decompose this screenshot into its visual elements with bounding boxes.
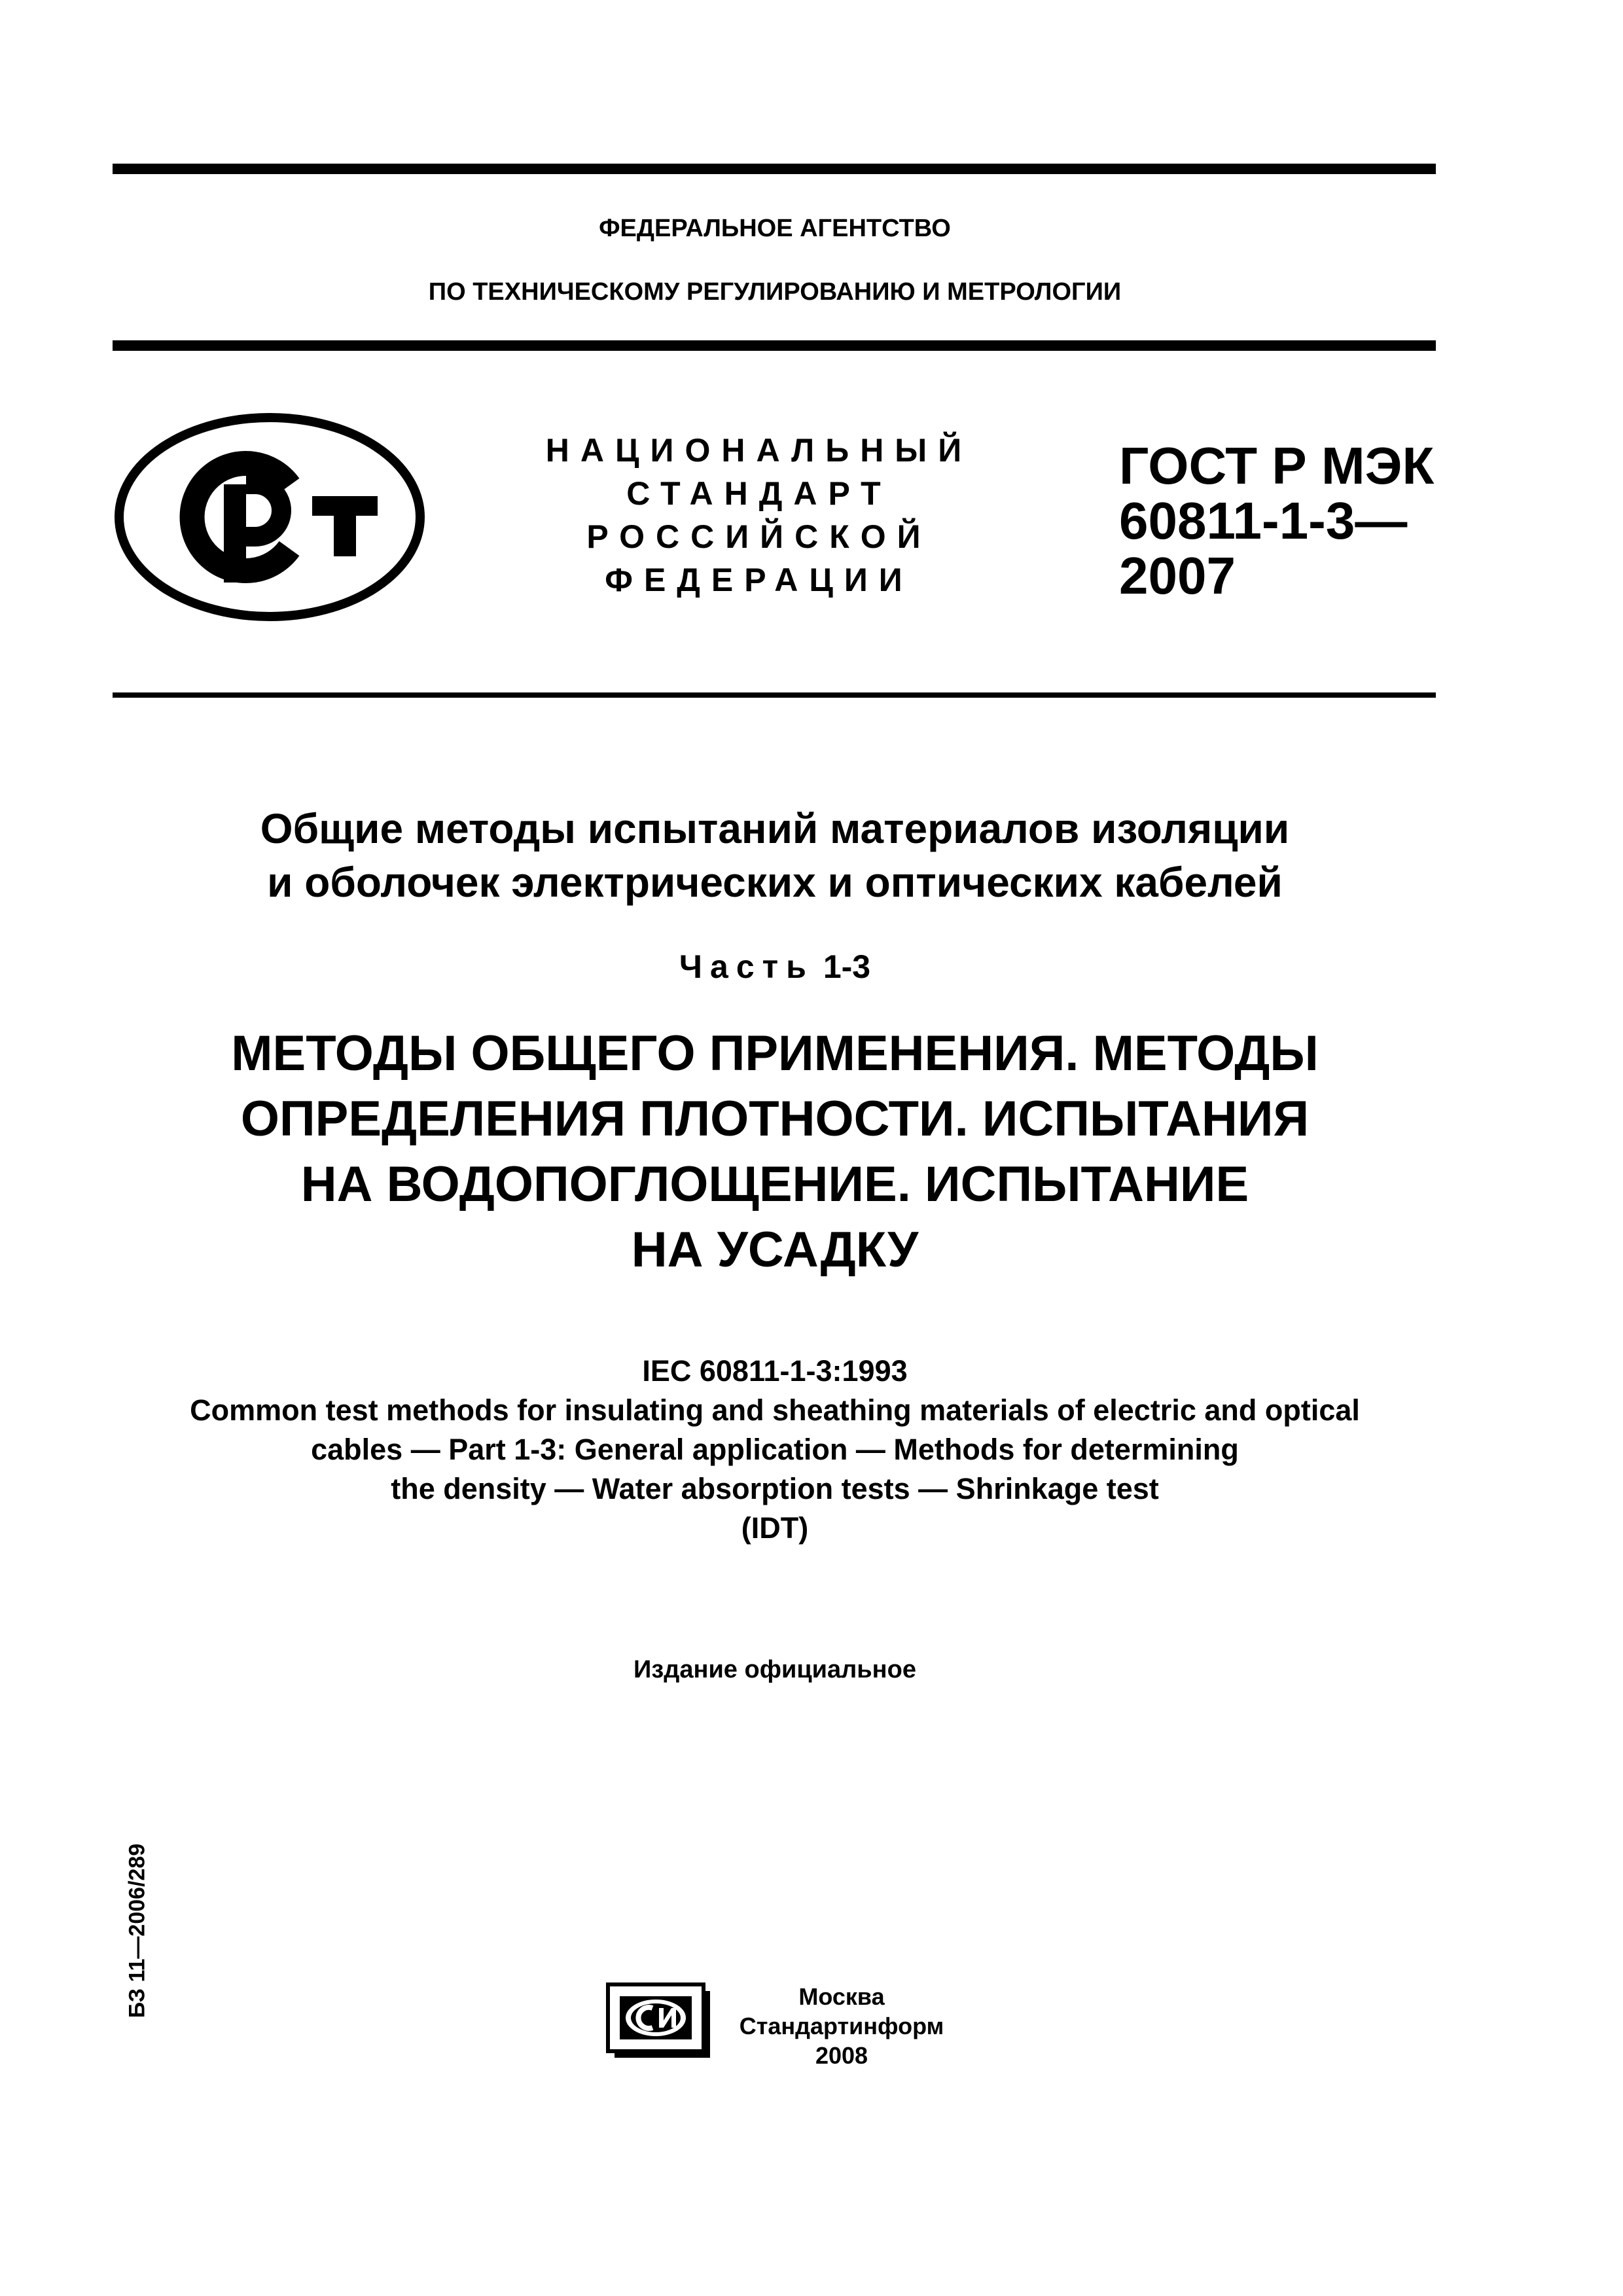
bz-code: БЗ 11—2006/289 [124,1843,150,2018]
publisher-city: Москва [798,1983,885,2010]
standartinform-logo-icon [605,1982,714,2062]
standard-designation [1119,439,1434,603]
part-word: Часть [679,948,814,985]
designation-line-1: ГОСТ Р МЭК [1119,437,1435,495]
general-title [0,802,1550,909]
main-title-line-4: НА УСАДКУ [631,1222,919,1278]
national-standard-line-4: ФЕДЕРАЦИИ [605,562,914,598]
main-title [0,1021,1550,1283]
official-edition-label: Издание официальное [633,1656,916,1683]
agency-line-1: ФЕДЕРАЛЬНОЕ АГЕНТСТВО [599,215,951,242]
iec-idt: (IDT) [741,1511,809,1545]
iec-title-line-2: cables — Part 1-3: General application — Methods for determining [311,1433,1239,1466]
general-title-line-1: Общие методы испытаний материалов изоляции [260,805,1290,852]
main-title-line-1: МЕТОДЫ ОБЩЕГО ПРИМЕНЕНИЯ. МЕТОДЫ [231,1026,1319,1081]
part-label [0,948,1550,986]
main-title-line-3: НА ВОДОПОГЛОЩЕНИЕ. ИСПЫТАНИЕ [300,1157,1249,1212]
publisher-name: Стандартинформ [739,2013,944,2039]
designation-line-2: 60811-1-3— [1119,492,1408,550]
publication-year: 2008 [815,2042,868,2069]
top-rule [113,164,1436,174]
iec-reference-block [0,1352,1550,1548]
national-standard-line-1: НАЦИОНАЛЬНЫЙ [545,432,973,469]
iec-title-line-3: the density — Water absorption tests — Shrinkage test [391,1472,1159,1505]
title-rule [113,692,1436,698]
part-number: 1-3 [823,948,871,985]
gost-r-certification-logo-icon [113,412,427,622]
national-standard-line-3: РОССИЙСКОЙ [586,518,932,555]
iec-title-line-1: Common test methods for insulating and sheathing materials of electric and optical [190,1393,1360,1427]
iec-ref: IEC 60811-1-3:1993 [642,1354,908,1388]
agency-line-2: ПО ТЕХНИЧЕСКОМУ РЕГУЛИРОВАНИЮ И МЕТРОЛОГИИ [428,278,1122,306]
main-title-line-2: ОПРЕДЕЛЕНИЯ ПЛОТНОСТИ. ИСПЫТАНИЯ [240,1091,1310,1147]
header-rule [113,340,1436,351]
designation-line-3: 2007 [1119,547,1236,605]
national-standard-line-2: СТАНДАРТ [626,475,892,512]
general-title-line-2: и оболочек электрических и оптических кабелей [267,859,1283,906]
publisher-block [724,1982,959,2070]
national-standard-label [510,429,1008,601]
